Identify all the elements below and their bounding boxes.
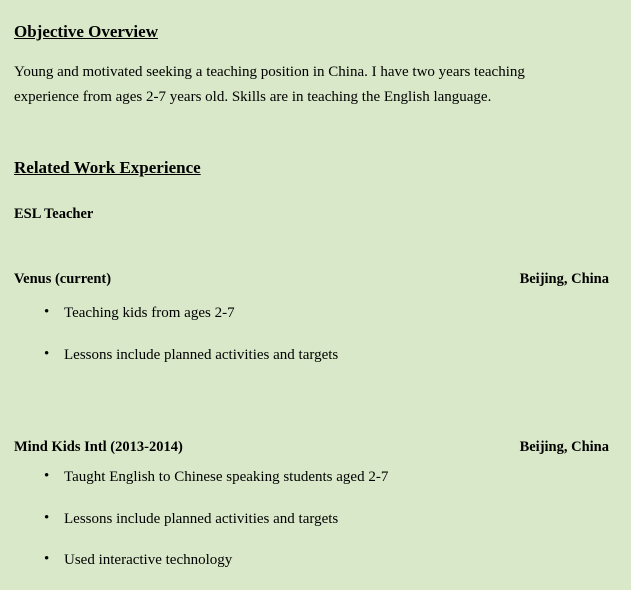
- list-item: • Used interactive technology: [14, 551, 613, 571]
- objective-overview-heading: Objective Overview: [14, 22, 158, 41]
- employer-name: Venus (current): [14, 271, 112, 288]
- list-item: • Taught English to Chinese speaking students aged 2-7: [14, 468, 613, 488]
- objective-overview-paragraph: Young and motivated seeking a teaching position in China. I have two years teaching experience from ages 2-7 years old. Skills are in teaching the English language.: [14, 64, 525, 106]
- experience-entry-header-1: [14, 271, 613, 288]
- list-item: • Teaching kids from ages 2-7: [14, 304, 613, 324]
- list-item: • Lessons include planned activities and targets: [14, 346, 613, 366]
- experience-bullets-1: [14, 304, 613, 365]
- job-title: ESL Teacher: [14, 206, 94, 223]
- list-item: • Lessons include planned activities and targets: [14, 510, 613, 530]
- employer-location: Beijing, China: [519, 439, 609, 456]
- experience-bullets-2: [14, 468, 613, 571]
- experience-entry-header-2: [14, 439, 613, 456]
- employer-location: Beijing, China: [519, 271, 609, 288]
- related-work-experience-heading: Related Work Experience: [14, 157, 201, 177]
- employer-name: Mind Kids Intl (2013-2014): [14, 439, 183, 456]
